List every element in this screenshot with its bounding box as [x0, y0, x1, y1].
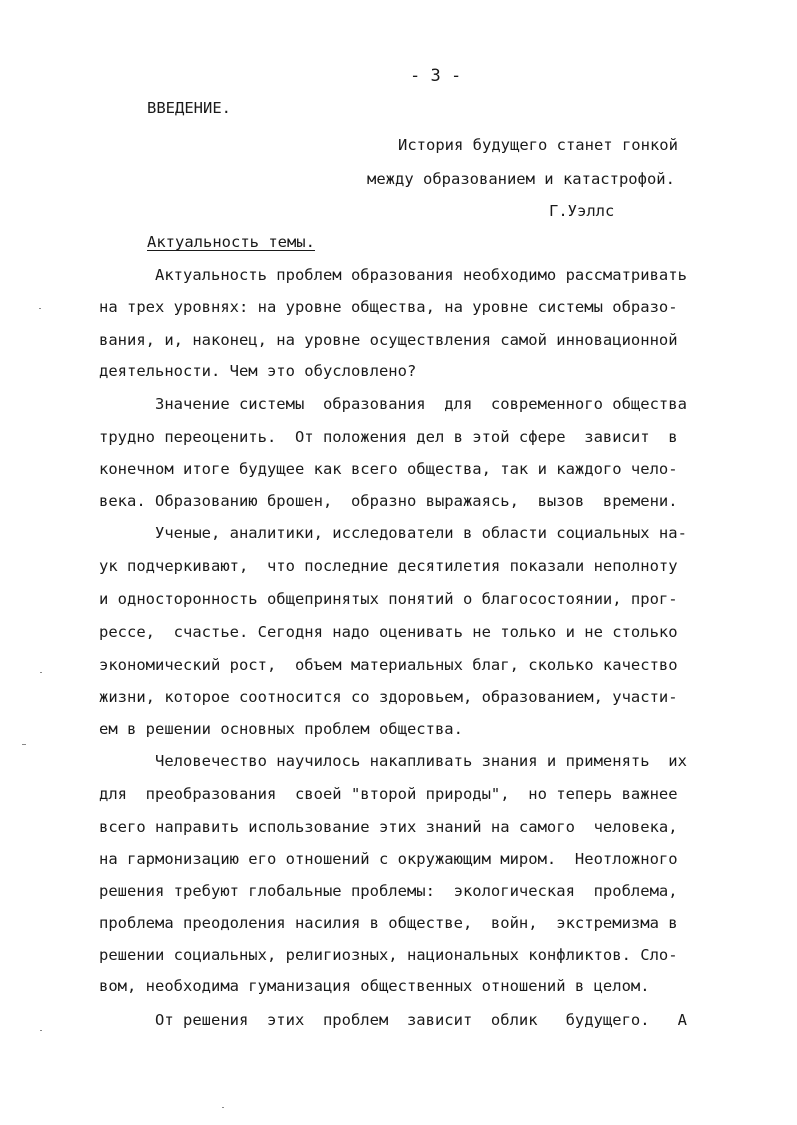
- scan-speck: [40, 1030, 42, 1031]
- subheading: Актуальность темы.: [147, 233, 315, 251]
- scan-speck: [222, 1107, 224, 1108]
- body-line: От решения этих проблем зависит облик будущего. А: [99, 1011, 687, 1029]
- body-line: Человечество научилось накапливать знания и применять их: [99, 752, 687, 770]
- body-line: Ученые, аналитики, исследователи в области социальных на-: [99, 524, 687, 542]
- body-line: ем в решении основных проблем общества.: [99, 720, 463, 738]
- scan-speck: [22, 744, 26, 745]
- body-line: экономический рост, объем материальных благ, сколько качество: [99, 656, 678, 674]
- body-line: вания, и, наконец, на уровне осуществления самой инновационной: [99, 331, 678, 349]
- epigraph-line-1: История будущего станет гонкой: [398, 136, 678, 154]
- body-line: Значение системы образования для современного общества: [99, 395, 687, 413]
- body-line: ук подчеркивают, что последние десятилетия показали неполноту: [99, 557, 678, 575]
- body-line: деятельности. Чем это обусловлено?: [99, 362, 417, 380]
- body-line: решения требуют глобальные проблемы: экологическая проблема,: [99, 882, 678, 900]
- epigraph-author: Г.Уэллс: [549, 202, 615, 220]
- body-line: века. Образованию брошен, образно выражаясь, вызов времени.: [99, 492, 678, 510]
- body-line: конечном итоге будущее как всего общества, так и каждого чело-: [99, 460, 678, 478]
- page-number: - 3 -: [410, 66, 462, 86]
- body-line: на трех уровнях: на уровне общества, на уровне системы образо-: [99, 298, 678, 316]
- body-line: жизни, которое соотносится со здоровьем, образованием, участи-: [99, 688, 678, 706]
- body-line: Актуальность проблем образования необходимо рассматривать: [99, 266, 687, 284]
- body-line: для преобразования своей "второй природы", но теперь важнее: [99, 785, 678, 803]
- scan-speck: [40, 672, 42, 673]
- body-line: рессе, счастье. Сегодня надо оценивать не только и не столько: [99, 623, 678, 641]
- body-line: трудно переоценить. От положения дел в этой сфере зависит в: [99, 428, 678, 446]
- body-line: вом, необходима гуманизация общественных отношений в целом.: [99, 977, 650, 995]
- body-line: проблема преодоления насилия в обществе, войн, экстремизма в: [99, 914, 678, 932]
- body-line: и односторонность общепринятых понятий о благосостоянии, прог-: [99, 590, 678, 608]
- scan-speck: [39, 308, 41, 309]
- section-heading: ВВЕДЕНИЕ.: [147, 99, 231, 117]
- body-line: решении социальных, религиозных, национальных конфликтов. Сло-: [99, 946, 678, 964]
- body-line: всего направить использование этих знаний на самого человека,: [99, 818, 678, 836]
- epigraph-line-2: между образованием и катастрофой.: [367, 170, 675, 188]
- body-line: на гармонизацию его отношений с окружающим миром. Неотложного: [99, 850, 678, 868]
